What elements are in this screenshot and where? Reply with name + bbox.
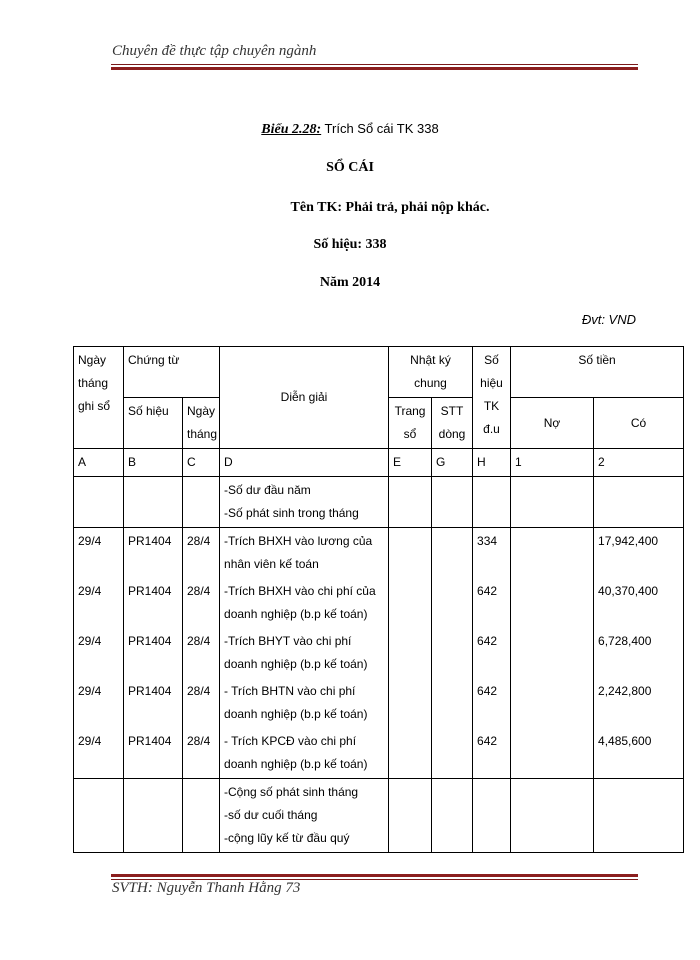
code-cell: D [220,449,389,477]
header-chung-tu: Chứng từ [124,347,220,398]
entry-description: -Trích BHYT vào chi phí doanh nghiệp (b.p kế toán) [220,628,389,678]
entry-contra-account: 334 [473,528,511,579]
header-co: Có [594,398,684,449]
entry-date: 29/4 [74,528,124,579]
entry-description: -Trích BHXH vào chi phí của doanh nghiệp (b.p kế toán) [220,578,389,628]
entry-debit [511,528,594,579]
closing-row [74,779,684,853]
entry-voucher-no: PR1404 [124,628,183,678]
table-row [74,628,684,678]
table-row [74,528,684,579]
entry-date: 29/4 [74,578,124,628]
entry-credit: 40,370,400 [594,578,684,628]
entry-description: - Trích KPCĐ vào chi phí doanh nghiệp (b.p kế toán) [220,728,389,779]
header-no: Nợ [511,398,594,449]
entry-description: -Trích BHXH vào lương của nhân viên kế toán [220,528,389,579]
entry-contra-account: 642 [473,678,511,728]
entry-credit: 6,728,400 [594,628,684,678]
figure-label: Biểu 2.28: [261,122,322,137]
entry-voucher-no: PR1404 [124,728,183,779]
code-cell: H [473,449,511,477]
entry-contra-account: 642 [473,578,511,628]
code-cell: E [389,449,432,477]
entry-debit [511,728,594,779]
account-name: Tên TK: Phải trả, phải nộp khác. [290,200,490,215]
header-ngay-ghi-so: Ngày tháng ghi sổ [74,347,124,449]
entry-voucher-no: PR1404 [124,578,183,628]
code-cell: 1 [511,449,594,477]
opening-description [220,477,389,528]
entry-debit [511,578,594,628]
entry-voucher-date: 28/4 [183,528,220,579]
page-header: Chuyên đề thực tập chuyên ngành [112,43,317,59]
code-cell: B [124,449,183,477]
entry-voucher-no: PR1404 [124,678,183,728]
footer-rule [111,872,638,880]
code-cell: C [183,449,220,477]
entry-date: 29/4 [74,628,124,678]
quarter-cumulative-label: -cộng lũy kế từ đầu quý [224,831,350,845]
code-cell: A [74,449,124,477]
code-cell: G [432,449,473,477]
header-trang-so: Trang sổ [389,398,432,449]
code-cell: 2 [594,449,684,477]
code-row [74,449,684,477]
opening-balance-label: -Số dư đầu năm [224,483,311,497]
entry-voucher-no: PR1404 [124,528,183,579]
period-activity-label: -Số phát sinh trong tháng [224,506,359,520]
document-title: SỔ CÁI [326,160,374,175]
entry-credit: 2,242,800 [594,678,684,728]
header-so-hieu: Số hiệu [124,398,183,449]
entry-debit [511,678,594,728]
table-row [74,578,684,628]
period-total-label: -Cộng số phát sinh tháng [224,785,359,799]
header-rule [111,64,638,70]
entry-date: 29/4 [74,678,124,728]
closing-description [220,779,389,853]
header-so-hieu-tk: Số hiệu TK đ.u [473,347,511,449]
header-nhat-ky-chung: Nhật ký chung [389,347,473,398]
opening-row [74,477,684,528]
header-row-1 [74,347,684,398]
currency-unit: Đvt: VND [581,312,636,327]
entry-description: - Trích BHTN vào chi phí doanh nghiệp (b.p kế toán) [220,678,389,728]
figure-caption-text: Trích Sổ cái TK 338 [321,121,439,136]
entry-debit [511,628,594,678]
header-dien-giai: Diễn giải [220,347,389,449]
header-ngay-thang: Ngày tháng [183,398,220,449]
closing-balance-label: -số dư cuối tháng [224,808,318,822]
entry-contra-account: 642 [473,628,511,678]
entry-voucher-date: 28/4 [183,678,220,728]
entry-date: 29/4 [74,728,124,779]
figure-caption [0,121,700,138]
ledger-year: Năm 2014 [319,275,381,290]
entry-voucher-date: 28/4 [183,578,220,628]
table-row [74,678,684,728]
header-so-tien: Số tiền [511,347,684,398]
header-stt-dong: STT dòng [432,398,473,449]
entry-voucher-date: 28/4 [183,628,220,678]
entry-contra-account: 642 [473,728,511,779]
page-footer: SVTH: Nguyễn Thanh Hằng 73 [112,880,301,896]
ledger-table [73,346,684,853]
table-row [74,728,684,779]
entry-credit: 17,942,400 [594,528,684,579]
entry-voucher-date: 28/4 [183,728,220,779]
entry-credit: 4,485,600 [594,728,684,779]
account-number: Số hiệu: 338 [313,237,387,252]
